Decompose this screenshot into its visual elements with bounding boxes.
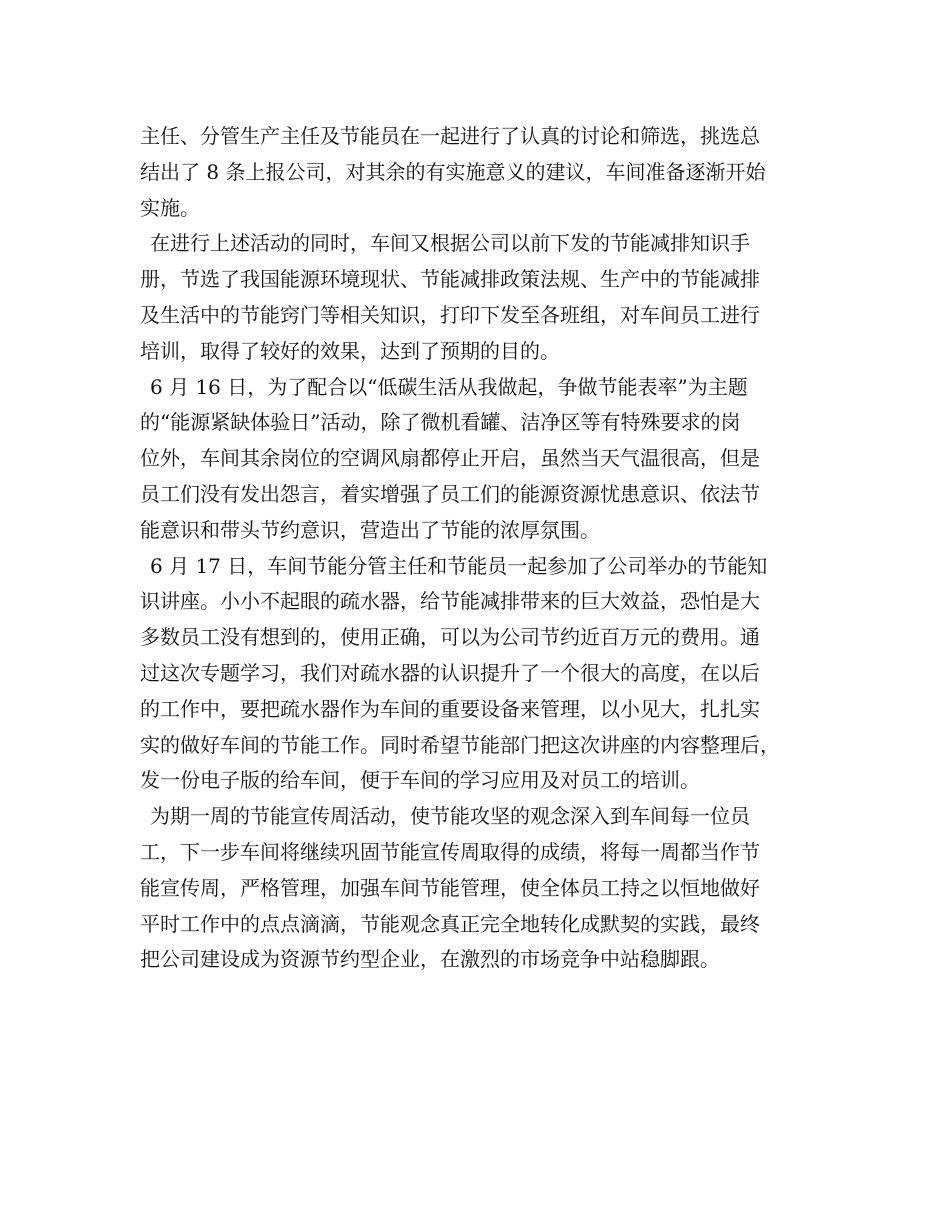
text-line: 工，下一步车间将继续巩固节能宣传周取得的成绩，将每一周都当作节 xyxy=(140,839,760,864)
text-run: 为期一周的节能宣传周活动，使节能攻坚的观念深入到车间每一位员 xyxy=(150,804,750,829)
text-line: 的“能源紧缺体验日”活动，除了微机看罐、洁净区等有特殊要求的岗 xyxy=(140,410,741,435)
text-line: 过这次专题学习，我们对疏水器的认识提升了一个很大的高度，在以后 xyxy=(140,660,760,685)
paragraph-5 xyxy=(140,799,820,978)
text-line xyxy=(140,799,820,835)
text-line xyxy=(140,549,820,585)
text-line: 培训，取得了较好的效果，达到了预期的目的。 xyxy=(140,338,560,363)
text-line: 结出了 8 条上报公司，对其余的有实施意义的建议，车间准备逐渐开始 xyxy=(140,159,766,184)
text-line xyxy=(140,370,820,406)
text-line: 平时工作中的点点滴滴，节能观念真正完全地转化成默契的实践，最终 xyxy=(140,911,760,936)
text-line: 实的做好车间的节能工作。同时希望节能部门把这次讲座的内容整理后， xyxy=(140,732,780,757)
text-line: 位外，车间其余岗位的空调风扇都停止开启，虽然当天气温很高，但是 xyxy=(140,446,760,471)
text-line: 的工作中，要把疏水器作为车间的重要设备来管理，以小见大，扎扎实 xyxy=(140,696,760,721)
text-run: 6 月 17 日，车间节能分管主任和节能员一起参加了公司举办的节能知 xyxy=(150,553,768,578)
text-line: 册，节选了我国能源环境现状、节能减排政策法规、生产中的节能减排 xyxy=(140,267,760,292)
text-run: 6 月 16 日，为了配合以“低碳生活从我做起，争做节能表率”为主题 xyxy=(150,374,748,399)
text-line: 多数员工没有想到的，使用正确，可以为公司节约近百万元的费用。通 xyxy=(140,625,760,650)
text-line: 员工们没有发出怨言，着实增强了员工们的能源资源忧患意识、依法节 xyxy=(140,481,760,506)
paragraph-2 xyxy=(140,226,820,369)
text-line: 主任、分管生产主任及节能员在一起进行了认真的讨论和筛选，挑选总 xyxy=(140,124,760,148)
text-line: 及生活中的节能窍门等相关知识，打印下发至各班组，对车间员工进行 xyxy=(140,302,760,327)
text-line xyxy=(140,226,820,262)
paragraph-1 xyxy=(140,119,820,226)
text-line: 把公司建设成为资源节约型企业，在激烈的市场竞争中站稳脚跟。 xyxy=(140,947,720,972)
text-run: 在进行上述活动的同时，车间又根据公司以前下发的节能减排知识手 xyxy=(150,231,750,256)
text-line: 发一份电子版的给车间，便于车间的学习应用及对员工的培训。 xyxy=(140,768,700,793)
text-line: 能宣传周，严格管理，加强车间节能管理，使全体员工持之以恒地做好 xyxy=(140,875,760,900)
text-line: 识讲座。小小不起眼的疏水器，给节能减排带来的巨大效益，恐怕是大 xyxy=(140,589,760,614)
document-body xyxy=(140,119,820,978)
paragraph-4 xyxy=(140,549,820,800)
text-line: 能意识和带头节约意识，营造出了节能的浓厚氛围。 xyxy=(140,517,600,542)
text-line: 实施。 xyxy=(140,195,200,220)
paragraph-3 xyxy=(140,370,820,549)
